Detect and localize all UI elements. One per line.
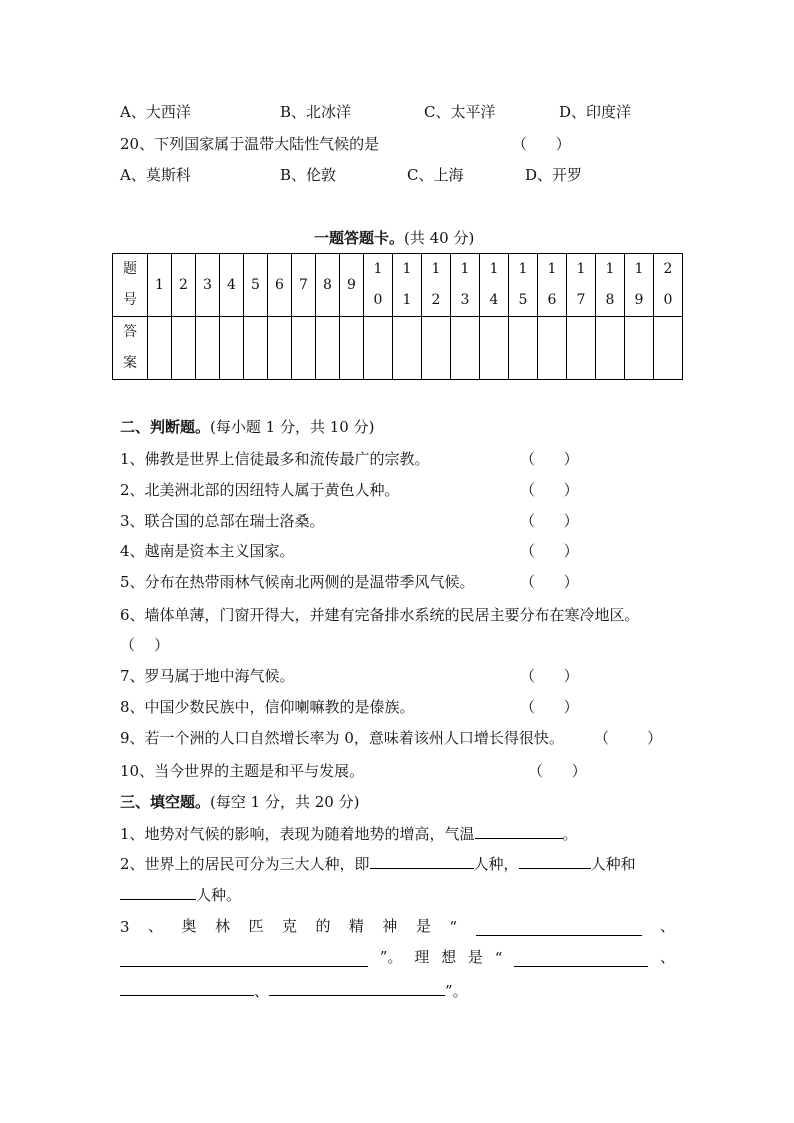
q20-option-b: B、伦敦 (280, 166, 337, 184)
answer-card-title-rest: (共 40 分) (404, 229, 475, 247)
tf-paren-2[interactable]: （ ） (520, 481, 579, 499)
fill-blank[interactable] (269, 979, 445, 996)
answer-cell[interactable] (393, 317, 422, 380)
tf-paren-3[interactable]: （ ） (520, 512, 579, 530)
answer-cell[interactable] (422, 317, 451, 380)
answer-cell[interactable] (596, 317, 625, 380)
answer-header: 答 案 (113, 317, 148, 380)
answer-cell[interactable] (172, 317, 196, 380)
number-cell: 7 (292, 254, 316, 317)
q19-option-d: D、印度洋 (559, 103, 632, 121)
fill-blank[interactable] (120, 950, 368, 967)
number-cell: 2 0 (654, 254, 683, 317)
answer-cell[interactable] (480, 317, 509, 380)
answer-cell[interactable] (451, 317, 480, 380)
number-cell: 3 (196, 254, 220, 317)
answer-cell[interactable] (340, 317, 364, 380)
tf-paren-4[interactable]: （ ） (520, 542, 579, 560)
q20-answer-paren: （ ） (512, 135, 571, 153)
fill-item-3-line3: 、 ”。 (120, 979, 468, 1001)
number-cell: 1 6 (538, 254, 567, 317)
number-cell: 1 9 (625, 254, 654, 317)
fill-blank[interactable] (514, 950, 648, 967)
fill-item-2-cont: 人种。 (120, 883, 241, 905)
number-cell: 1 (148, 254, 172, 317)
question-number-header: 题 号 (113, 254, 148, 317)
tf-paren-8[interactable]: （ ） (520, 698, 579, 716)
tf-item-5: 5、分布在热带雨林气候南北两侧的是温带季风气候。 (120, 573, 475, 591)
q20-option-c: C、上海 (407, 166, 464, 184)
answer-cell[interactable] (196, 317, 220, 380)
answer-cell[interactable] (316, 317, 340, 380)
number-cell: 1 0 (364, 254, 393, 317)
number-cell: 1 4 (480, 254, 509, 317)
fill-blank[interactable] (519, 852, 591, 869)
answer-card-title (314, 227, 474, 248)
fill-blank[interactable] (475, 822, 563, 839)
tf-paren-5[interactable]: （ ） (520, 573, 579, 591)
q19-option-a: A、大西洋 (120, 103, 191, 121)
tf-paren-1[interactable]: （ ） (520, 450, 579, 468)
answer-cell[interactable] (509, 317, 538, 380)
tf-item-8: 8、中国少数民族中，信仰喇嘛教的是傣族。 (120, 698, 415, 716)
fill-item-3-line1: 3 、 奥 林 匹 克 的 精 神 是 “ 、 (120, 917, 675, 936)
q19-option-c: C、太平洋 (424, 103, 496, 121)
tf-paren-6[interactable]: （ ） (120, 636, 170, 654)
answer-card-table (112, 253, 683, 380)
number-cell: 1 2 (422, 254, 451, 317)
answer-cell[interactable] (292, 317, 316, 380)
q20-option-d: D、开罗 (525, 166, 583, 184)
number-cell: 9 (340, 254, 364, 317)
answer-cell[interactable] (220, 317, 244, 380)
section3-heading: 三、填空题。(每空 1 分，共 20 分) (120, 793, 360, 811)
fill-item-3-line2: ”。 理 想 是 “ 、 (120, 946, 675, 967)
tf-item-3: 3、联合国的总部在瑞士洛桑。 (120, 512, 325, 530)
answer-cell[interactable] (364, 317, 393, 380)
tf-item-9: 9、若一个洲的人口自然增长率为 0，意味着该州人口增长得很快。 (120, 729, 564, 747)
number-cell: 1 3 (451, 254, 480, 317)
tf-item-10: 10、当今世界的主题是和平与发展。 (120, 762, 365, 780)
tf-item-2: 2、北美洲北部的因纽特人属于黄色人种。 (120, 481, 400, 499)
fill-blank[interactable] (476, 919, 642, 936)
answer-cell[interactable] (654, 317, 683, 380)
number-cell: 4 (220, 254, 244, 317)
fill-blank[interactable] (370, 852, 474, 869)
answer-card-title-bold: 一题答题卡。 (314, 229, 405, 247)
tf-paren-10[interactable]: （ ） (528, 762, 587, 780)
number-cell: 1 1 (393, 254, 422, 317)
answer-cell[interactable] (538, 317, 567, 380)
number-cell: 1 7 (567, 254, 596, 317)
answer-cell[interactable] (244, 317, 268, 380)
q20-stem: 20、下列国家属于温带大陆性气候的是 (120, 135, 380, 153)
fill-item-1: 1、地势对气候的影响，表现为随着地势的增高，气温 。 (120, 822, 578, 844)
answer-card-number-row (113, 254, 683, 317)
answer-cell[interactable] (148, 317, 172, 380)
answer-cell[interactable] (567, 317, 596, 380)
number-cell: 5 (244, 254, 268, 317)
number-cell: 1 8 (596, 254, 625, 317)
number-cell: 2 (172, 254, 196, 317)
number-cell: 8 (316, 254, 340, 317)
tf-item-6: 6、墙体单薄，门窗开得大，并建有完备排水系统的民居主要分布在寒冷地区。 (120, 606, 640, 624)
number-cell: 6 (268, 254, 292, 317)
fill-blank[interactable] (120, 979, 254, 996)
number-cell: 1 5 (509, 254, 538, 317)
tf-paren-9[interactable]: （ ） (594, 729, 663, 747)
tf-item-1: 1、佛教是世界上信徒最多和流传最广的宗教。 (120, 450, 430, 468)
tf-paren-7[interactable]: （ ） (520, 667, 579, 685)
fill-item-2: 2、世界上的居民可分为三大人种，即 人种， 人种和 (120, 852, 636, 874)
section2-heading: 二、判断题。(每小题 1 分，共 10 分) (120, 418, 375, 436)
fill-blank[interactable] (120, 883, 196, 900)
q19-option-b: B、北冰洋 (280, 103, 352, 121)
tf-item-4: 4、越南是资本主义国家。 (120, 542, 295, 560)
answer-cell[interactable] (268, 317, 292, 380)
q20-option-a: A、莫斯科 (120, 166, 191, 184)
answer-cell[interactable] (625, 317, 654, 380)
answer-card-answer-row (113, 317, 683, 380)
tf-item-7: 7、罗马属于地中海气候。 (120, 667, 295, 685)
